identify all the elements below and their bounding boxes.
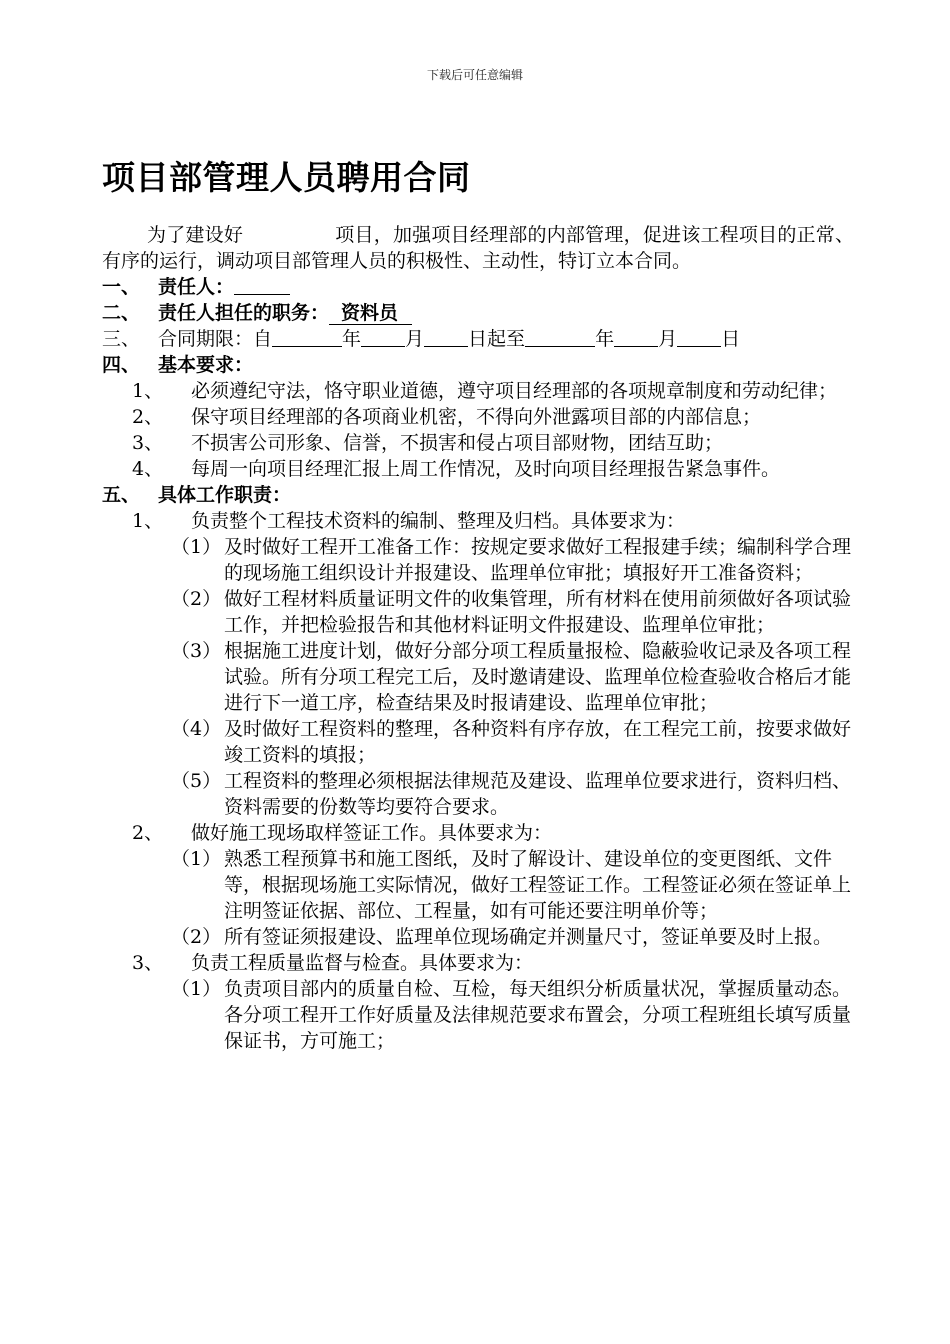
section-number: 五、 (102, 484, 141, 506)
section-label: 基本要求： (158, 354, 254, 376)
month-label: 月 (658, 328, 678, 350)
intro-paragraph (102, 222, 854, 274)
intro-part-a: 为了建设好 (147, 224, 244, 246)
subitem-text: 工程资料的整理必须根据法律规范及建设、监理单位要求进行，资料归档、资料需要的份数等均要符合要求。 (224, 770, 852, 818)
start-day-blank (424, 326, 468, 347)
basic-item (102, 430, 854, 456)
subitem-number: （2） (171, 926, 222, 948)
item-text: 必须遵纪守法，恪守职业道德，遵守项目经理部的各项规章制度和劳动纪律； (191, 380, 838, 402)
section-label: 责任人： (158, 276, 235, 298)
subitem-number: （5） (171, 770, 222, 792)
duty-subitem (102, 716, 854, 768)
to-label: 日起至 (468, 328, 526, 350)
duty-item (102, 508, 854, 534)
start-month-blank (361, 326, 405, 347)
subitem-text: 及时做好工程资料的整理，各种资料有序存放，在工程完工前，按要求做好竣工资料的填报； (224, 718, 852, 766)
duty-subitem (102, 924, 854, 950)
basic-item (102, 456, 854, 482)
section-number: 一、 (102, 276, 141, 298)
month-label: 月 (405, 328, 425, 350)
intro-part-b: 项目，加强项目经理部的内部管理，促进该工程项目的正常、有序的运行，调动项目部管理人员的积极性、主动性，特订立本合同。 (102, 224, 854, 272)
section-contract-period (102, 326, 854, 352)
section-number: 四、 (102, 354, 141, 376)
section-position (102, 300, 854, 326)
position-value: 资料员 (329, 300, 412, 325)
duty-subitem (102, 768, 854, 820)
basic-item (102, 404, 854, 430)
item-number: 4、 (132, 458, 164, 480)
item-number: 1、 (132, 510, 164, 532)
day-label: 日 (721, 328, 741, 350)
subitem-number: （4） (171, 718, 222, 740)
item-text: 做好施工现场取样签证工作。具体要求为： (191, 822, 553, 844)
subitem-text: 所有签证须报建设、监理单位现场确定并测量尺寸，签证单要及时上报。 (224, 926, 833, 948)
subitem-text: 熟悉工程预算书和施工图纸，及时了解设计、建设单位的变更图纸、文件等，根据现场施工实际情况，做好工程签证工作。工程签证必须在签证单上注明签证依据、部位、工程量，如有可能还要注明单价等； (224, 848, 852, 922)
period-from-label: 合同期限：自 (158, 328, 273, 350)
year-label: 年 (595, 328, 615, 350)
subitem-text: 根据施工进度计划，做好分部分项工程质量报检、隐蔽验收记录及各项工程试验。所有分项工程完工后，及时邀请建设、监理单位检查验收合格后才能进行下一道工序，检查结果及时报请建设、监理单位审批； (224, 640, 852, 714)
subitem-number: （1） (171, 536, 222, 558)
section-label: 责任人担任的职务： (158, 302, 330, 324)
duty-subitem (102, 534, 854, 586)
subitem-number: （1） (171, 978, 222, 1000)
item-text: 负责整个工程技术资料的编制、整理及归档。具体要求为： (191, 510, 686, 532)
subitem-text: 负责项目部内的质量自检、互检，每天组织分析质量状况，掌握质量动态。各分项工程开工作好质量及法律规范要求布置会，分项工程班组长填写质量保证书，方可施工； (224, 978, 852, 1052)
item-number: 3、 (132, 432, 164, 454)
section-basic-requirements (102, 352, 854, 378)
year-label: 年 (342, 328, 362, 350)
item-text: 不损害公司形象、信誉，不损害和侵占项目部财物，团结互助； (191, 432, 724, 454)
document-title: 项目部管理人员聘用合同 (102, 158, 471, 197)
start-year-blank (272, 326, 342, 347)
section-label: 具体工作职责： (158, 484, 292, 506)
contract-body (102, 222, 854, 1054)
header-note: 下载后可任意编辑 (426, 68, 523, 82)
duty-subitem (102, 976, 854, 1054)
section-responsible-person (102, 274, 854, 300)
subitem-text: 及时做好工程开工准备工作：按规定要求做好工程报建手续；编制科学合理的现场施工组织设计并报建设、监理单位审批；填报好开工准备资料； (224, 536, 852, 584)
subitem-number: （3） (171, 640, 222, 662)
item-text: 保守项目经理部的各项商业机密，不得向外泄露项目部的内部信息； (191, 406, 762, 428)
item-number: 1、 (132, 380, 164, 402)
duty-subitem (102, 846, 854, 924)
duty-item (102, 820, 854, 846)
duty-item (102, 950, 854, 976)
responsible-person-blank (234, 274, 290, 295)
section-number: 三、 (102, 328, 141, 350)
basic-item (102, 378, 854, 404)
item-number: 3、 (132, 952, 164, 974)
end-year-blank (525, 326, 595, 347)
item-number: 2、 (132, 406, 164, 428)
item-text: 每周一向项目经理汇报上周工作情况，及时向项目经理报告紧急事件。 (191, 458, 781, 480)
end-day-blank (677, 326, 721, 347)
item-number: 2、 (132, 822, 164, 844)
subitem-text: 做好工程材料质量证明文件的收集管理，所有材料在使用前须做好各项试验工作，并把检验报告和其他材料证明文件报建设、监理单位审批； (224, 588, 852, 636)
section-job-duties (102, 482, 854, 508)
end-month-blank (614, 326, 658, 347)
section-number: 二、 (102, 302, 141, 324)
subitem-number: （2） (171, 588, 222, 610)
item-text: 负责工程质量监督与检查。具体要求为： (191, 952, 534, 974)
duty-subitem (102, 638, 854, 716)
subitem-number: （1） (171, 848, 222, 870)
duty-subitem (102, 586, 854, 638)
